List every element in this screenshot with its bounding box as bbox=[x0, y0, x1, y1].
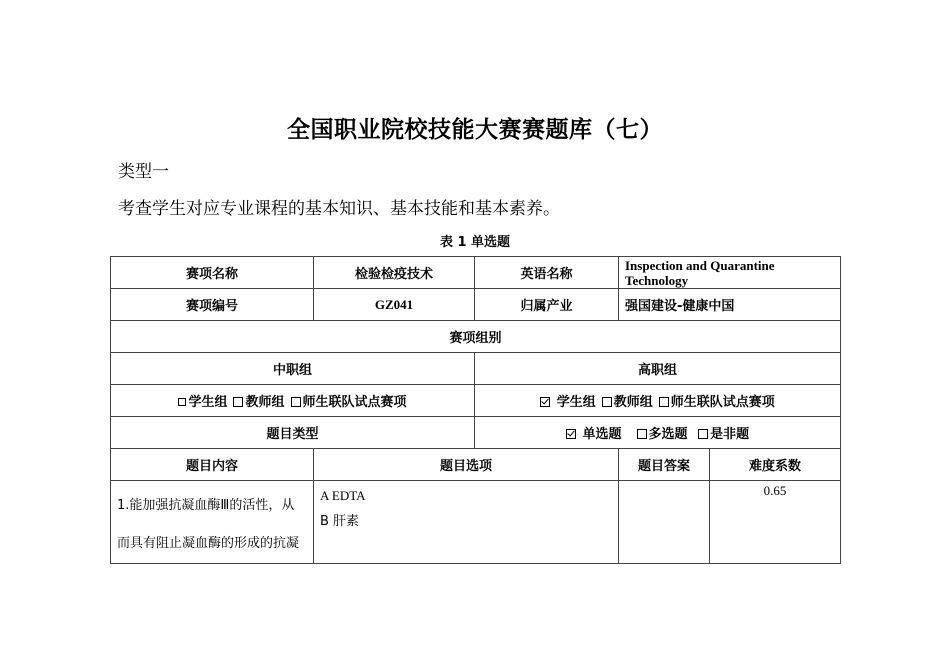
group-header: 赛项组别 bbox=[111, 321, 841, 353]
single-choice-option[interactable]: 单选题 bbox=[566, 427, 622, 442]
checked-checkbox-icon bbox=[540, 397, 550, 407]
secondary-group-options bbox=[111, 385, 475, 417]
checkbox-icon bbox=[659, 397, 669, 407]
checkbox-icon bbox=[178, 398, 186, 406]
col-answer-header: 题目答案 bbox=[619, 449, 710, 481]
table-caption: 表 1 单选题 bbox=[439, 235, 511, 250]
secondary-group-label: 中职组 bbox=[111, 353, 475, 385]
checkbox-icon bbox=[602, 397, 612, 407]
checkbox-icon bbox=[291, 397, 301, 407]
english-name-value: Inspection and Quarantine Technology bbox=[619, 257, 841, 289]
type-description: 考查学生对应专业课程的基本知识、基本技能和基本素养。 bbox=[118, 199, 560, 219]
industry-label: 归属产业 bbox=[475, 289, 619, 321]
secondary-joint-option[interactable]: 师生联队试点赛项 bbox=[291, 395, 407, 410]
higher-group-label: 高职组 bbox=[475, 353, 841, 385]
question-type-options bbox=[475, 417, 841, 449]
question-text: 1.能加强抗凝血酶Ⅲ的活性，从而具有阻止凝血酶的形成的抗凝 bbox=[111, 481, 314, 564]
event-code-label: 赛项编号 bbox=[111, 289, 314, 321]
checkbox-icon bbox=[233, 397, 243, 407]
difficulty-value: 0.65 bbox=[710, 481, 841, 564]
question-options bbox=[314, 481, 619, 564]
question-type-label: 题目类型 bbox=[111, 417, 475, 449]
document-title: 全国职业院校技能大赛赛题库（七） bbox=[287, 117, 663, 143]
col-difficulty-header: 难度系数 bbox=[710, 449, 841, 481]
type-label: 类型一 bbox=[118, 162, 169, 182]
checkbox-icon bbox=[698, 429, 708, 439]
col-content-header: 题目内容 bbox=[111, 449, 314, 481]
multiple-choice-option[interactable]: 多选题 bbox=[637, 427, 688, 442]
higher-teacher-option[interactable]: 教师组 bbox=[602, 395, 653, 410]
checked-checkbox-icon bbox=[566, 429, 576, 439]
secondary-teacher-option[interactable]: 教师组 bbox=[233, 395, 284, 410]
event-code-value: GZ041 bbox=[314, 289, 475, 321]
event-name-value: 检验检疫技术 bbox=[314, 257, 475, 289]
secondary-student-option[interactable]: 学生组 bbox=[178, 395, 227, 410]
true-false-option[interactable]: 是非题 bbox=[698, 427, 749, 442]
higher-group-options bbox=[475, 385, 841, 417]
question-table bbox=[110, 256, 841, 564]
option-b: B 肝素 bbox=[320, 514, 360, 529]
event-name-label: 赛项名称 bbox=[111, 257, 314, 289]
checkbox-icon bbox=[637, 429, 647, 439]
higher-joint-option[interactable]: 师生联队试点赛项 bbox=[659, 395, 775, 410]
question-answer bbox=[619, 481, 710, 564]
industry-value: 强国建设-健康中国 bbox=[619, 289, 841, 321]
english-name-label: 英语名称 bbox=[475, 257, 619, 289]
col-options-header: 题目选项 bbox=[314, 449, 619, 481]
higher-student-option[interactable]: 学生组 bbox=[540, 395, 596, 410]
option-a: A EDTA bbox=[320, 488, 366, 503]
